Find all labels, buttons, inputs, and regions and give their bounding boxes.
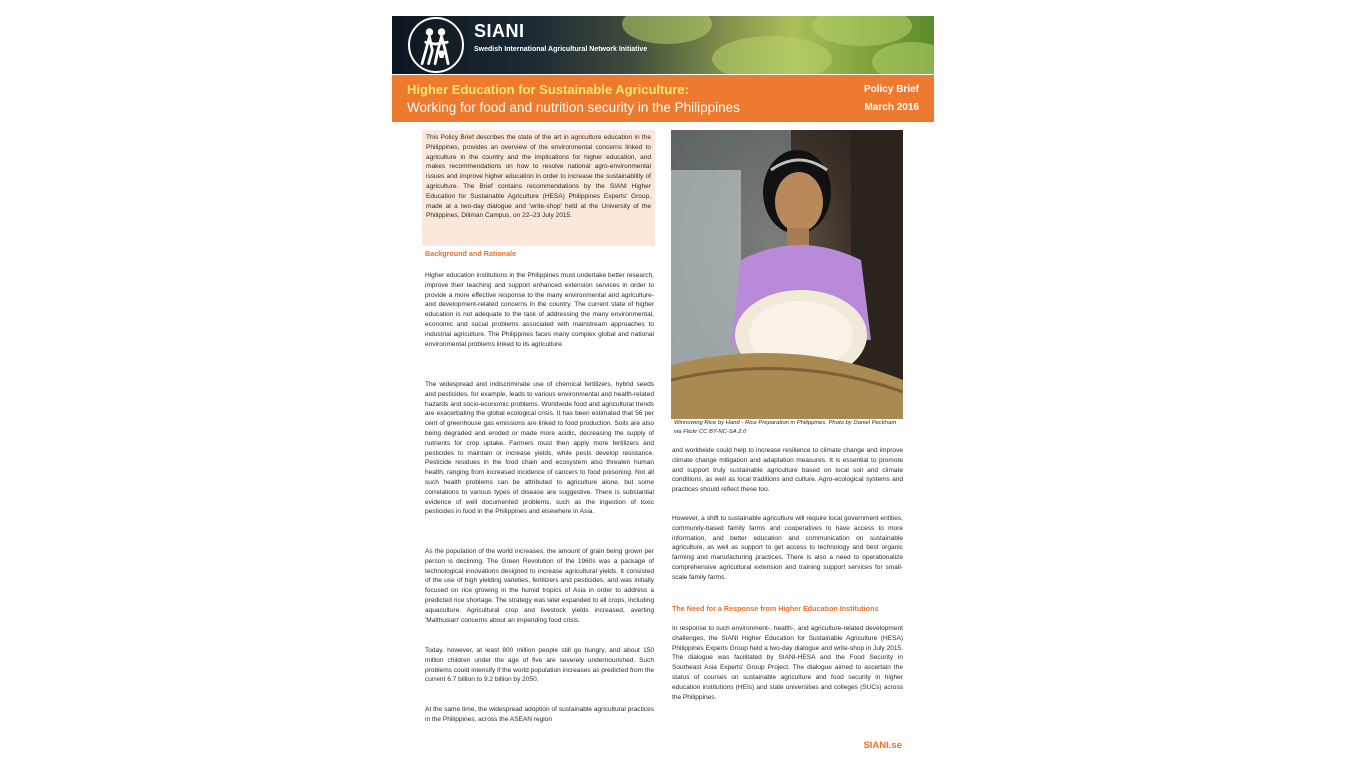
- body-paragraph: Higher education institutions in the Philippines must undertake better research, improve their teaching and support enhanced extension services in order to provide a more effective response to the many environmental and agriculture- and development-related concerns in the country. The current state of higher education is not adequate to the task of addressing the many environmental, economic and social problems associated with mainstream approaches to industrial agriculture. The Philippines faces many complex global and national environmental problems linked to its agriculture.: [425, 272, 654, 348]
- document-type: Policy Brief: [863, 84, 919, 95]
- footer-website: SIANI.se: [863, 740, 902, 751]
- section-heading-response: The Need for a Response from Higher Education Institutions: [672, 604, 879, 613]
- body-paragraph: The widespread and indiscriminate use of chemical fertilizers, hybrid seeds and pesticides, for example, leads to various environmental and health-related hazards and socio-economic problems. Worldwide food and agricultural trends are exacerbating the global ecological crisis. It has been estimated that 56 per cent of greenhouse gas emissions are linked to food production. Soils are also being degraded and eroded or made more acidic, decreasing the supply of nutrients for crop uptake. Farmers must then apply more fertilizers and pesticides to maintain or increase yields, while pests develop resistance. Pesticide residues in the food chain and ecosystem also threaten human health, ranging from increased incidence of cancers to food poisoning. Not all such health problems can be attributed to agriculture alone, but some correlations to various types of disease are suggestive. There is substantial evidence of well documented problems, such as the ingestion of toxic pesticides in food in the Philippines and elsewhere in Asia.: [425, 381, 654, 516]
- policy-brief-page: [392, 16, 934, 762]
- photo-caption: Winnowing Rice by Hand - Rice Preparation in Philippines. Photo by Daniel Peckham via Flickr CC BY-NC-SA 2.0: [674, 420, 897, 435]
- body-paragraph: Today, however, at least 800 million people still go hungry, and about 150 million children under the age of five are severely undernourished. Such problems could intensify if the world population increases as predicted from the current 6.7 billion to 9.2 billion by 2050.: [425, 647, 654, 684]
- brand-tagline: Swedish International Agricultural Network Initiative: [474, 46, 648, 53]
- brand-name: SIANI: [474, 21, 525, 41]
- body-paragraph: At the same time, the widespread adoption of sustainable agricultural practices in the Philippines, across the ASEAN region: [425, 706, 654, 723]
- body-paragraph: and worldwide could help to increase resilience to climate change and improve climate change mitigation and adaptation measures. It is essential to promote and support truly sustainable agriculture based on local soil and climate conditions, as well as local traditions and culture. Agro-ecological systems and practices should reflect these too.: [672, 447, 903, 494]
- page-title: Higher Education for Sustainable Agriculture:: [407, 82, 689, 97]
- body-paragraph: As the population of the world increases, the amount of grain being grown per person is declining. The Green Revolution of the 1960s was a package of technological innovations designed to increase agricultural yields. It consisted of the use of high yielding varieties, fertilizers and pesticides, and was initially focused on rice growing in the humid tropics of Asia in order to address a predicted rice shortage. The strategy was later expanded to all crops, including aquaculture. Agricultural crop and livestock yields increased, averting 'Malthusian' concerns about an impending food crisis.: [425, 548, 654, 624]
- siani-logo-icon: [408, 17, 464, 73]
- section-heading-background: Background and Rationale: [425, 249, 517, 258]
- title-bar: [392, 75, 934, 122]
- intro-summary: This Policy Brief describes the state of the art in agriculture education in the Philippines, provides an overview of the environmental concerns linked to agriculture in the country and the implications for higher education, and makes recommendations on how to resolve national agro-environmental issues and improve higher education in order to increase the sustainability of agriculture. The Brief contains recommendations by the SIANI Higher Education for Sustainable Agriculture (HESA) Philippines Experts' Group, made at a two-day dialogue and 'write-shop' held at the University of the Philippines, Diliman Campus, on 22–23 July 2015.: [422, 130, 655, 246]
- body-paragraph: In response to such environment-, health-, and agriculture-related development challenges, the SIANI Higher Education for Sustainable Agriculture (HESA) Philippines Experts Group held a two-day dialogue and write-shop in July 2015. The dialogue was facilitated by SIANI-HESA and the Food Security in Southeast Asia Experts' Group Project. The dialogue aimed to ascertain the status of courses on sustainable agriculture and food security in higher education institutions (HEIs) and state universities and colleges (SUCs) across the Philippines.: [672, 625, 903, 701]
- winnowing-rice-photo: [671, 130, 903, 419]
- publication-date: March 2016: [864, 102, 919, 113]
- header-banner: [392, 16, 934, 74]
- body-paragraph: However, a shift to sustainable agriculture will require local government entities, community-based family farms and cooperatives to have access to more information, and better education and communication on sustainable agriculture, as well as support to get access to technology and best organic farming and manufacturing practices. There is also a need to operationalize comprehensive agricultural extension and training support services for small-scale family farms.: [672, 515, 903, 581]
- page-subtitle: Working for food and nutrition security in the Philippines: [407, 100, 740, 115]
